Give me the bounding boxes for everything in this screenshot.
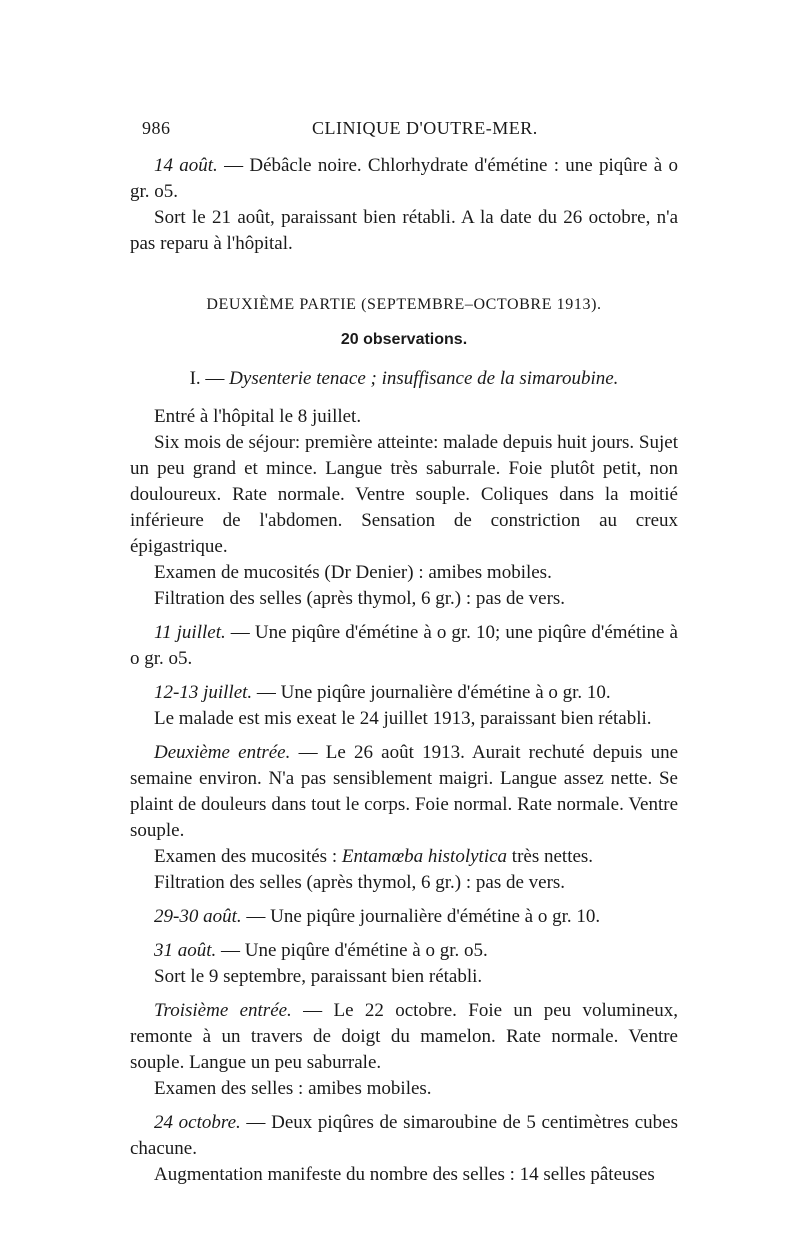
part-title: DEUXIÈME PARTIE (SEPTEMBRE–OCTOBRE 1913). bbox=[206, 296, 602, 313]
date-label: 14 août. bbox=[154, 155, 218, 176]
date-label: 11 juillet. bbox=[154, 622, 226, 643]
section-heading: I. — Dysenterie tenace ; insuffisance de la simaroubine. bbox=[189, 368, 619, 389]
body-text bbox=[130, 404, 678, 1188]
paragraph: Sort le 21 août, paraissant bien rétabli. A la date du 26 octobre, n'a pas reparu à l'hôpital. bbox=[130, 207, 678, 254]
date-label: 24 octobre. bbox=[154, 1112, 241, 1133]
paragraph: 29-30 août. — Une piqûre journalière d'émétine à o gr. 10. bbox=[154, 906, 601, 927]
paragraph: Examen des mucosités : Entamœba histolytica très nettes. bbox=[154, 846, 594, 867]
date-label: 29-30 août. bbox=[154, 906, 242, 927]
paragraph: Filtration des selles (après thymol, 6 gr.) : pas de vers. bbox=[154, 872, 566, 893]
paragraph: Augmentation manifeste du nombre des selles : 14 selles pâteuses bbox=[154, 1164, 655, 1185]
paragraph: 14 août. — Débâcle noire. Chlorhydrate d'émétine : une piqûre à o gr. o5. bbox=[130, 155, 679, 202]
paragraph: Troisième entrée. — Le 22 octobre. Foie un peu volumineux, remonte à un travers de doigt du mamelon. Rate normale. Ventre souple. Langue un peu saburrale. bbox=[130, 1000, 678, 1073]
top-paragraphs bbox=[130, 153, 678, 257]
paragraph: 24 octobre. — Deux piqûres de simaroubine de 5 centimètres cubes chacune. bbox=[130, 1112, 678, 1159]
page-number: 986 bbox=[142, 118, 171, 138]
paragraph: Examen des selles : amibes mobiles. bbox=[154, 1078, 432, 1099]
paragraph: Deuxième entrée. — Le 26 août 1913. Aurait rechuté depuis une semaine environ. N'a pas sensiblement maigri. Langue assez nette. Se plaint de douleurs dans tout le corps. Foie normal. Rate normale. Ventre souple. bbox=[130, 742, 678, 841]
date-label: 12-13 juillet. bbox=[154, 682, 253, 703]
date-label: 31 août. bbox=[154, 940, 217, 961]
paragraph: Entré à l'hôpital le 8 juillet. bbox=[154, 406, 362, 427]
observations-count: 20 observations. bbox=[340, 331, 468, 348]
date-label: Troisième entrée. bbox=[154, 1000, 292, 1021]
paragraph: Sort le 9 septembre, paraissant bien rétabli. bbox=[154, 966, 483, 987]
running-title: CLINIQUE D'OUTRE-MER. bbox=[312, 118, 538, 138]
paragraph: Examen de mucosités (Dr Denier) : amibes mobiles. bbox=[154, 562, 552, 583]
paragraph: 31 août. — Une piqûre d'émétine à o gr. o5. bbox=[154, 940, 488, 961]
paragraph: Le malade est mis exeat le 24 juillet 1913, paraissant bien rétabli. bbox=[154, 708, 652, 729]
section-title: Dysenterie tenace ; insuffisance de la simaroubine. bbox=[229, 368, 619, 389]
paragraph: 11 juillet. — Une piqûre d'émétine à o gr. 10; une piqûre d'émétine à o gr. o5. bbox=[130, 622, 678, 669]
paragraph: Filtration des selles (après thymol, 6 gr.) : pas de vers. bbox=[154, 588, 566, 609]
paragraph: Six mois de séjour: première atteinte: malade depuis huit jours. Sujet un peu grand et mince. Langue très saburrale. Foie plutôt petit, non douloureux. Rate normale. Ventre souple. Coliques dans la moitié inférieure de l'abdomen. Sensation de constriction au creux épigastrique. bbox=[130, 432, 678, 557]
paragraph: 12-13 juillet. — Une piqûre journalière d'émétine à o gr. 10. bbox=[154, 682, 611, 703]
date-label: Deuxième entrée. bbox=[154, 742, 291, 763]
